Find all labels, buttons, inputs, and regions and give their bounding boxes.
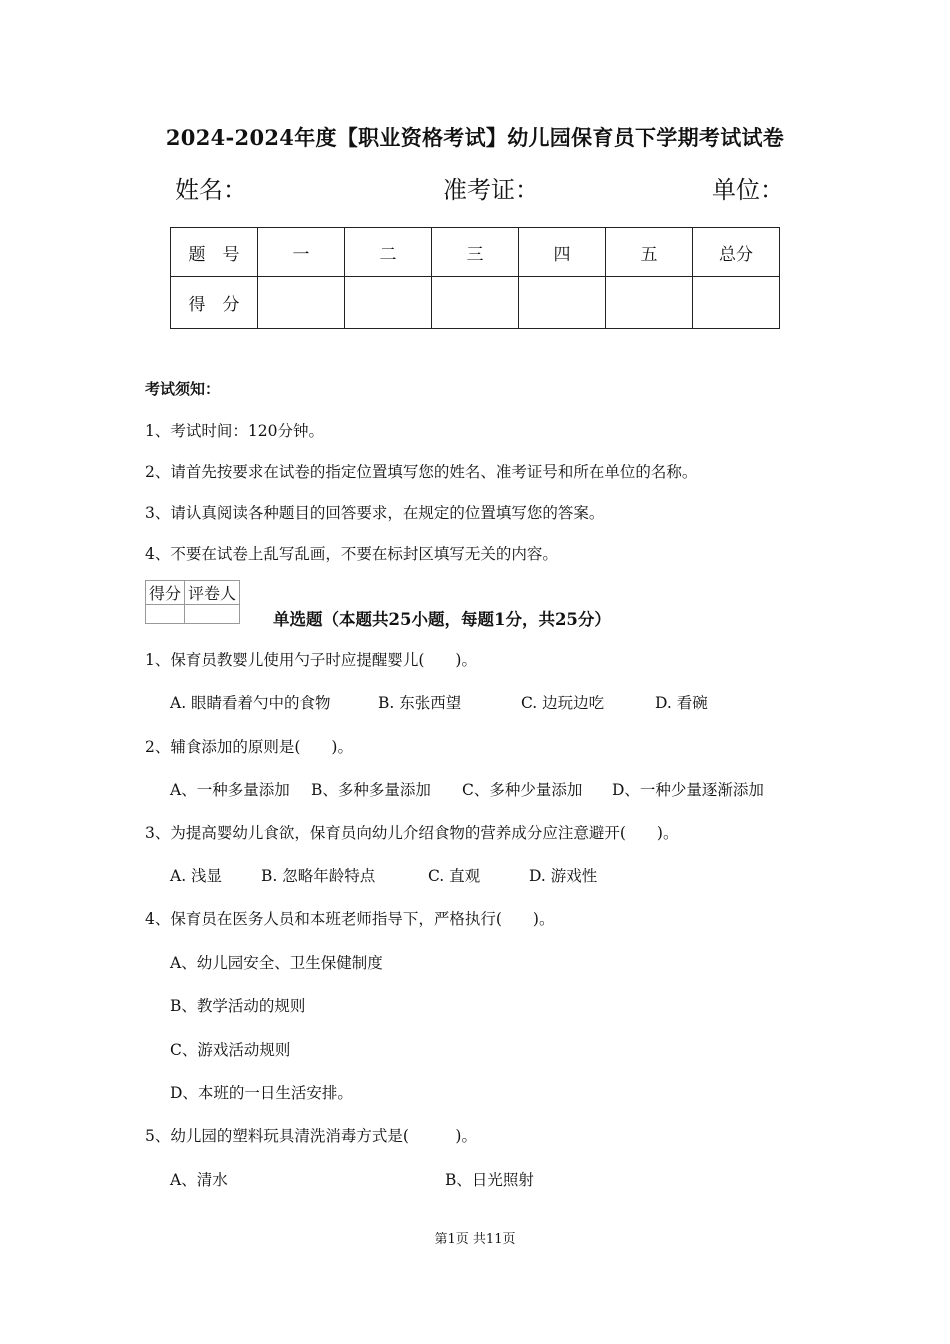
question-option: B、教学活动的规则	[170, 997, 306, 1015]
question-option: D、一种少量逐渐添加	[612, 781, 764, 799]
score-table	[170, 227, 780, 329]
score-table-score-row	[171, 277, 780, 329]
exam-id-field-label: 准考证：	[443, 176, 539, 204]
notice-title: 考试须知：	[145, 380, 221, 398]
section-title: 单选题（本题共25小题，每题1分，共25分）	[273, 610, 611, 629]
score-table-header-cell: 三	[432, 228, 519, 277]
grader-box	[145, 580, 240, 624]
question-option: C. 直观	[428, 867, 481, 885]
question-option: B、多种多量添加	[311, 781, 431, 799]
notice-item: 4、不要在试卷上乱写乱画，不要在标封区填写无关的内容。	[145, 545, 558, 563]
question-option: D. 游戏性	[529, 867, 598, 885]
question-option: D、本班的一日生活安排。	[170, 1084, 353, 1102]
score-table-header-cell: 一	[258, 228, 345, 277]
grader-box-grader-cell[interactable]	[185, 605, 240, 624]
notice-item: 1、考试时间：120分钟。	[145, 422, 324, 440]
question-option: A. 浅显	[170, 867, 223, 885]
grader-box-grader-label: 评卷人	[185, 581, 240, 605]
score-table-header-row	[171, 228, 780, 277]
question-option: A、清水	[170, 1171, 228, 1189]
question-text: 5、幼儿园的塑料玩具清洗消毒方式是( )。	[145, 1127, 477, 1145]
question-option: B. 忽略年龄特点	[261, 867, 376, 885]
question-option: C、游戏活动规则	[170, 1041, 291, 1059]
page-footer: 第1页 共11页	[434, 1232, 516, 1247]
score-cell[interactable]	[693, 277, 780, 329]
score-cell[interactable]	[345, 277, 432, 329]
question-text: 4、保育员在医务人员和本班老师指导下，严格执行( )。	[145, 910, 555, 928]
question-option: A. 眼睛看着勺中的食物	[170, 694, 331, 712]
page-title: 2024-2024年度【职业资格考试】幼儿园保育员下学期考试试卷	[165, 125, 785, 150]
score-table-header-cell: 二	[345, 228, 432, 277]
question-text: 1、保育员教婴儿使用勺子时应提醒婴儿( )。	[145, 651, 477, 669]
grader-box-score-label: 得分	[146, 581, 185, 605]
notice-item: 2、请首先按要求在试卷的指定位置填写您的姓名、准考证号和所在单位的名称。	[145, 463, 698, 481]
question-option: C. 边玩边吃	[521, 694, 605, 712]
score-table-header-cell: 五	[606, 228, 693, 277]
score-cell[interactable]	[432, 277, 519, 329]
score-table-header-cell: 四	[519, 228, 606, 277]
score-table-header-cell: 题 号	[171, 228, 258, 277]
question-option: D. 看碗	[655, 694, 708, 712]
unit-field-label: 单位：	[712, 176, 784, 204]
question-option: B. 东张西望	[378, 694, 462, 712]
score-cell[interactable]	[519, 277, 606, 329]
score-row-label: 得 分	[171, 277, 258, 329]
question-option: A、一种多量添加	[170, 781, 290, 799]
question-option: A、幼儿园安全、卫生保健制度	[170, 954, 383, 972]
score-table-header-cell: 总分	[693, 228, 780, 277]
grader-box-score-cell[interactable]	[146, 605, 185, 624]
notice-item: 3、请认真阅读各种题目的回答要求，在规定的位置填写您的答案。	[145, 504, 605, 522]
name-field-label: 姓名：	[175, 176, 247, 204]
score-cell[interactable]	[258, 277, 345, 329]
score-cell[interactable]	[606, 277, 693, 329]
question-option: B、日光照射	[445, 1171, 534, 1189]
question-option: C、多种少量添加	[462, 781, 583, 799]
question-text: 2、辅食添加的原则是( )。	[145, 738, 353, 756]
question-text: 3、为提高婴幼儿食欲，保育员向幼儿介绍食物的营养成分应注意避开( )。	[145, 824, 679, 842]
